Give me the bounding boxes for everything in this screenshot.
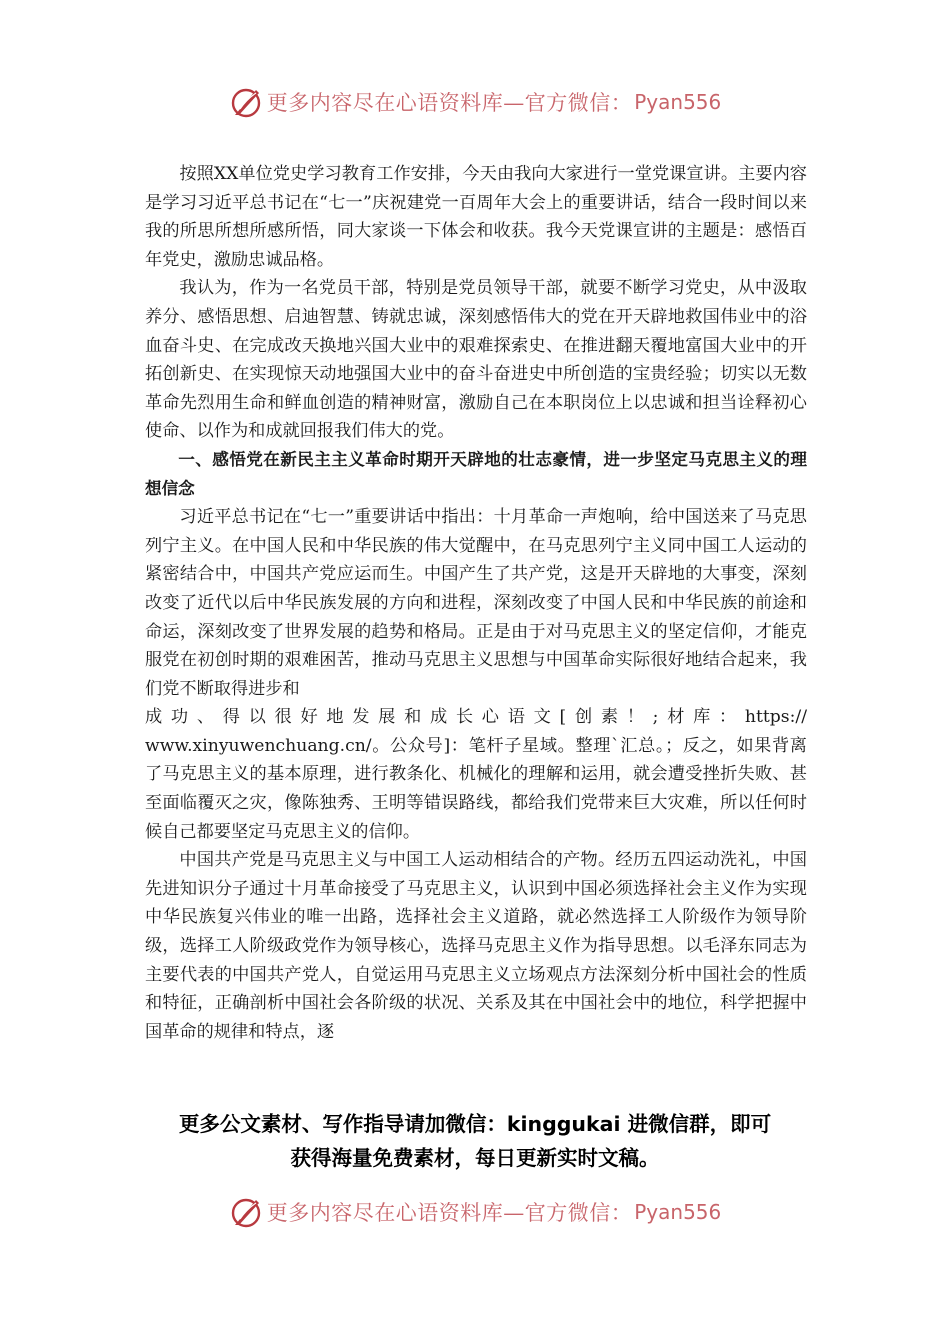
footer-banner (0, 1192, 950, 1232)
header-wechat-id: Pyan556 (634, 90, 722, 114)
header-banner (0, 82, 950, 122)
section-paragraph-1-wide-line: 成功、得以很好地发展和成长心语文[创素！;材库：https:// (145, 707, 807, 728)
quill-logo-icon (229, 1195, 263, 1229)
intro-paragraph: 按照XX单位党史学习教育工作安排，今天由我向大家进行一堂党课宣讲。主要内容是学习习近平总书记在“七一”庆祝建党一百周年大会上的重要讲话，结合一段时间以来我的所思所想所感所悟，同大家谈一下体会和收获。我今天党课宣讲的主题是：感悟百年党史，激励忠诚品格。 (145, 164, 807, 270)
footer-banner-text: 更多内容尽在心语资料库—官方微信： (266, 1201, 633, 1225)
viewpoint-paragraph: 我认为，作为一名党员干部，特别是党员领导干部，就要不断学习党史，从中汲取养分、感悟思想、启迪智慧、铸就忠诚，深刻感悟伟大的党在开天辟地救国伟业中的浴血奋斗史、在完成改天换地兴国大业中的艰难探索史、在推进翻天覆地富国大业中的开拓创新史、在实现惊天动地强国大业中的奋斗奋进史中所创造的宝贵经验；切实以无数革命先烈用生命和鲜血创造的精神财富，激励自己在本职岗位上以忠诚和担当诠释初心使命、以作为和成就回报我们伟大的党。 (145, 278, 807, 442)
header-banner-text: 更多内容尽在心语资料库—官方微信： (266, 91, 633, 115)
footer-ad-line-2: 获得海量免费素材，每日更新实时文稿。 (290, 1146, 660, 1170)
section-paragraph-2: 中国共产党是马克思主义与中国工人运动相结合的产物。经历五四运动洗礼，中国先进知识分子通过十月革命接受了马克思主义，认识到中国必须选择社会主义作为实现中华民族复兴伟业的唯一出路，选择社会主义道路，就必然选择工人阶级作为领导阶级，选择工人阶级政党作为领导核心，选择马克思主义作为指导思想。以毛泽东同志为主要代表的中国共产党人，自觉运用马克思主义立场观点方法深刻分析中国社会的性质和特征，正确剖析中国社会各阶级的状况、关系及其在中国社会中的地位，科学把握中国革命的规律和特点，逐 (145, 850, 807, 1042)
section-paragraph-1 (145, 503, 807, 703)
section-paragraph-1-part2: www.xinyuwenchuang.cn/。公众号]：笔杆子星域。整理`汇总。；反之，如果背离了马克思主义的基本原理，进行教条化、机械化的理解和运用，就会遭受挫折失败、甚至面临覆灭之灾，像陈独秀、王明等错误路线，都给我们党带来巨大灾难，所以任何时候自己都要坚定马克思主义的信仰。 (145, 735, 807, 842)
section-heading: 一、感悟党在新民主主义革命时期开天辟地的壮志豪情，进一步坚定马克思主义的理想信念 (145, 449, 807, 498)
footer-ad-line-1: 更多公文素材、写作指导请加微信：kinggukai 进微信群，即可 (178, 1112, 772, 1136)
footer-wechat-id: Pyan556 (634, 1200, 722, 1224)
document-body (145, 160, 807, 1046)
footer-advertisement (0, 1107, 950, 1175)
section-paragraph-1-part1: 习近平总书记在“七一”重要讲话中指出：十月革命一声炮响，给中国送来了马克思列宁主义。在中国人民和中华民族的伟大觉醒中，在马克思列宁主义同中国工人运动的紧密结合中，中国共产党应运而生。中国产生了共产党，这是开天辟地的大事变，深刻改变了近代以后中华民族发展的方向和进程，深刻改变了中国人民和中华民族的前途和命运，深刻改变了世界发展的趋势和格局。正是由于对马克思主义的坚定信仰，才能克服党在初创时期的艰难困苦，推动马克思主义思想与中国革命实际很好地结合起来，我们党不断取得进步和 (145, 507, 807, 699)
quill-logo-icon (229, 85, 263, 119)
